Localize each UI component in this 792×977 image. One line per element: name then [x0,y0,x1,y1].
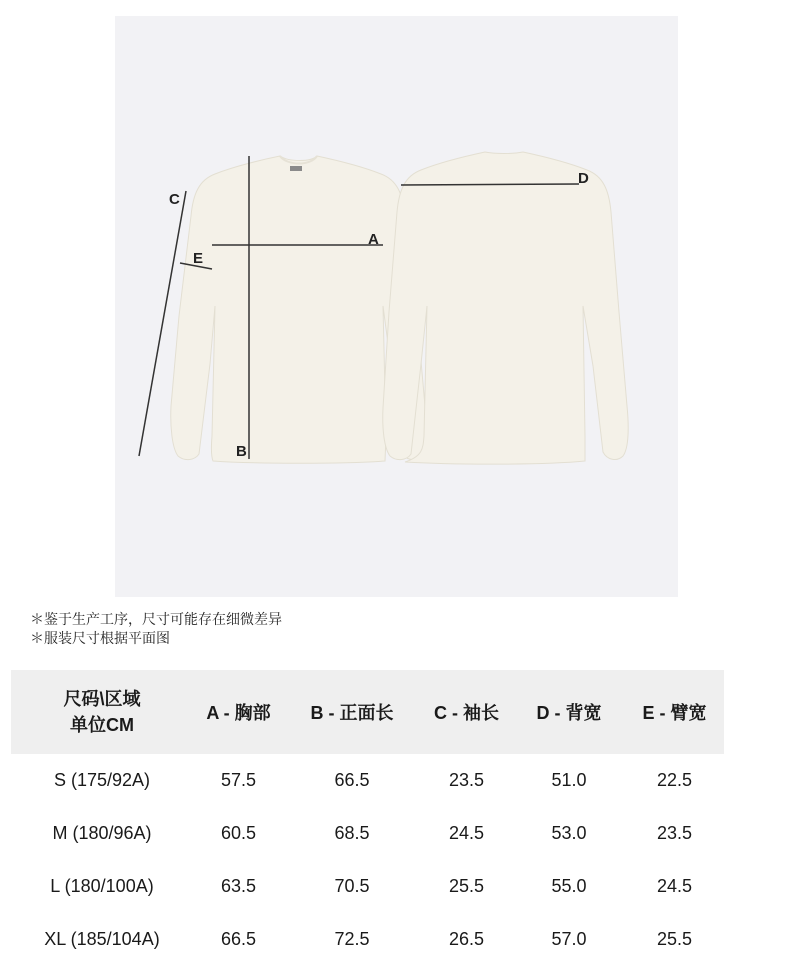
value-cell: 22.5 [656,770,693,790]
value-cell: 63.5 [220,876,257,896]
header-size-label: 尺码\区域 [63,689,141,709]
value-cell: 57.0 [551,929,587,949]
size-cell: M (180/96A) [52,823,152,843]
value-cell: 24.5 [448,823,485,843]
size-cell: XL (185/104A) [44,929,160,949]
value-cell: 55.0 [551,876,587,896]
label-c: C [169,191,180,208]
notes [30,611,282,649]
garment-figure [115,16,678,597]
label-a: A [368,231,379,248]
value-cell: 25.5 [448,876,485,896]
table-row [11,913,724,966]
header-unit-label: 单位CM [70,715,134,735]
value-cell: 26.5 [448,929,485,949]
label-d: D [578,170,589,187]
value-cell: 57.5 [220,770,257,790]
value-cell: 70.5 [334,876,370,896]
label-b: B [236,443,247,460]
sweater-diagram [115,16,678,597]
table-row [11,807,724,860]
table-row [11,860,724,913]
value-cell: 53.0 [551,823,587,843]
header-front-length: B - 正面长 [284,670,420,754]
value-cell: 66.5 [220,929,257,949]
value-cell: 23.5 [448,770,485,790]
value-cell: 25.5 [656,929,693,949]
value-cell: 51.0 [551,770,587,790]
header-chest: A - 胸部 [193,670,284,754]
label-e: E [193,250,204,267]
size-chart-table [11,670,724,966]
size-cell: L (180/100A) [50,876,154,896]
value-cell: 66.5 [334,770,370,790]
table-row [11,754,724,807]
value-cell: 24.5 [656,876,693,896]
value-cell: 72.5 [334,929,370,949]
header-arm-width: E - 臂宽 [625,670,724,754]
size-cell: S (175/92A) [53,770,151,790]
value-cell: 68.5 [334,823,370,843]
value-cell: 23.5 [656,823,693,843]
header-size-unit [11,670,193,754]
header-back-width: D - 背宽 [513,670,625,754]
note-flat-measurement: ＊服装尺寸根据平面图 [30,631,170,647]
header-sleeve-length: C - 袖长 [420,670,513,754]
note-production-variance: ＊鉴于生产工序，尺寸可能存在细微差异 [30,612,282,628]
value-cell: 60.5 [220,823,257,843]
table-header-row [11,670,724,754]
measure-line-d [401,184,579,185]
